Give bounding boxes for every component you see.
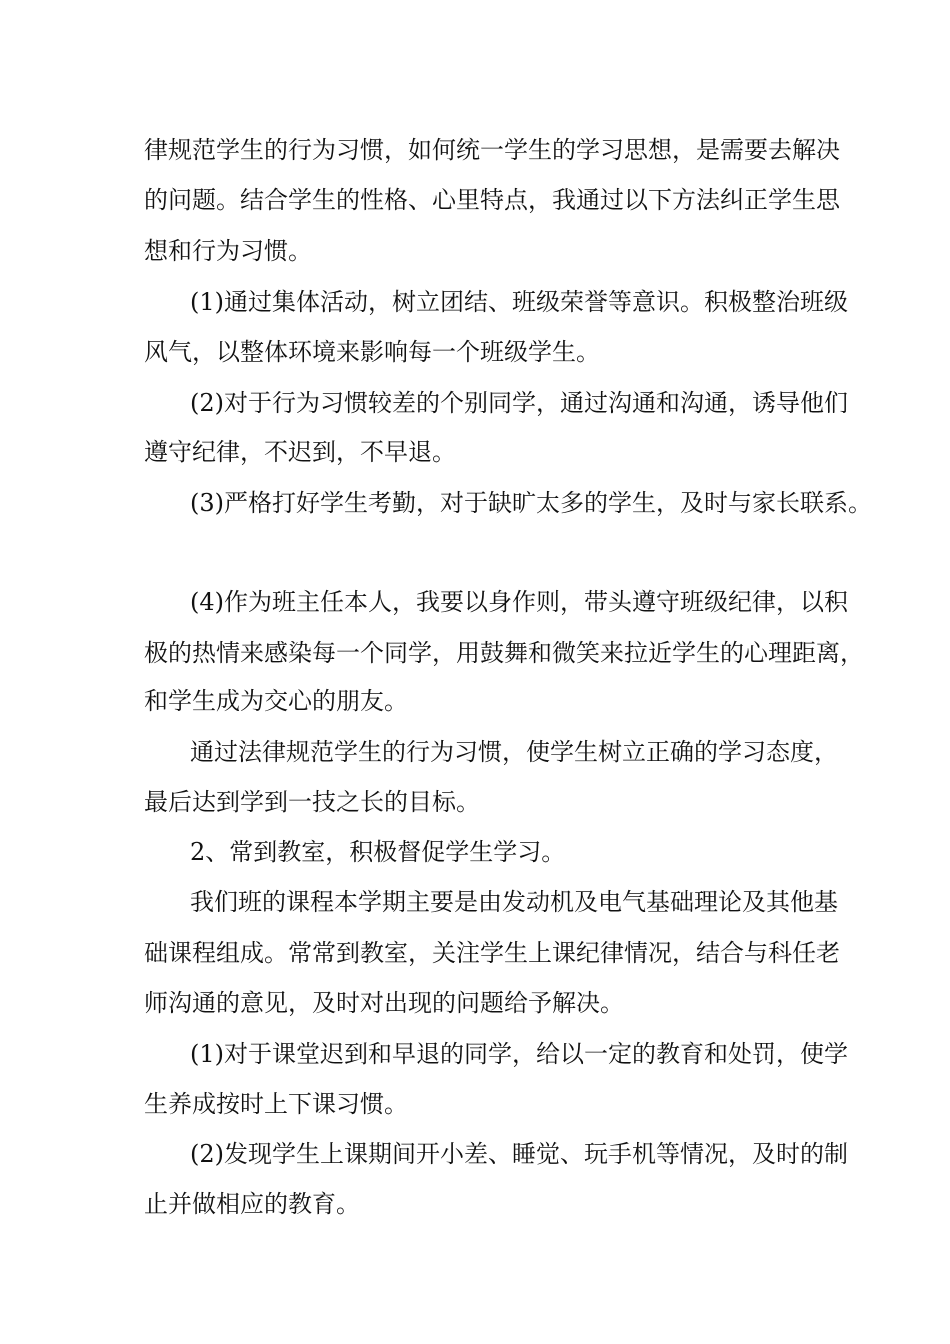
text-line: 的问题。结合学生的性格、心里特点，我通过以下方法纠正学生思 xyxy=(144,186,840,214)
text-line: (4)作为班主任本人，我要以身作则，带头遵守班级纪律，以积 xyxy=(190,588,848,616)
text-line: 生养成按时上下课习惯。 xyxy=(144,1090,408,1118)
text-line: 我们班的课程本学期主要是由发动机及电气基础理论及其他基 xyxy=(190,888,838,916)
text-line: 础课程组成。常常到教室，关注学生上课纪律情况，结合与科任老 xyxy=(144,939,840,967)
text-line: 止并做相应的教育。 xyxy=(144,1190,360,1218)
text-line: 极的热情来感染每一个同学，用鼓舞和微笑来拉近学生的心理距离， xyxy=(144,639,864,667)
text-line: 和学生成为交心的朋友。 xyxy=(144,687,408,715)
text-line: 想和行为习惯。 xyxy=(144,237,312,265)
text-line: (1)通过集体活动，树立团结、班级荣誉等意识。积极整治班级 xyxy=(190,288,848,316)
text-line: (3)严格打好学生考勤，对于缺旷太多的学生，及时与家长联系。 xyxy=(190,489,872,517)
text-line: 遵守纪律，不迟到，不早退。 xyxy=(144,438,456,466)
text-line: 律规范学生的行为习惯，如何统一学生的学习思想，是需要去解决 xyxy=(144,136,840,164)
section-heading: 2、常到教室，积极督促学生学习。 xyxy=(190,838,566,866)
text-line: (2)对于行为习惯较差的个别同学，通过沟通和沟通，诱导他们 xyxy=(190,389,848,417)
text-line: 通过法律规范学生的行为习惯，使学生树立正确的学习态度， xyxy=(190,738,838,766)
text-line: (1)对于课堂迟到和早退的同学，给以一定的教育和处罚，使学 xyxy=(190,1040,848,1068)
text-line: 风气，以整体环境来影响每一个班级学生。 xyxy=(144,338,600,366)
text-line: 最后达到学到一技之长的目标。 xyxy=(144,788,480,816)
text-line: (2)发现学生上课期间开小差、睡觉、玩手机等情况，及时的制 xyxy=(190,1140,848,1168)
text-line: 师沟通的意见，及时对出现的问题给予解决。 xyxy=(144,989,624,1017)
